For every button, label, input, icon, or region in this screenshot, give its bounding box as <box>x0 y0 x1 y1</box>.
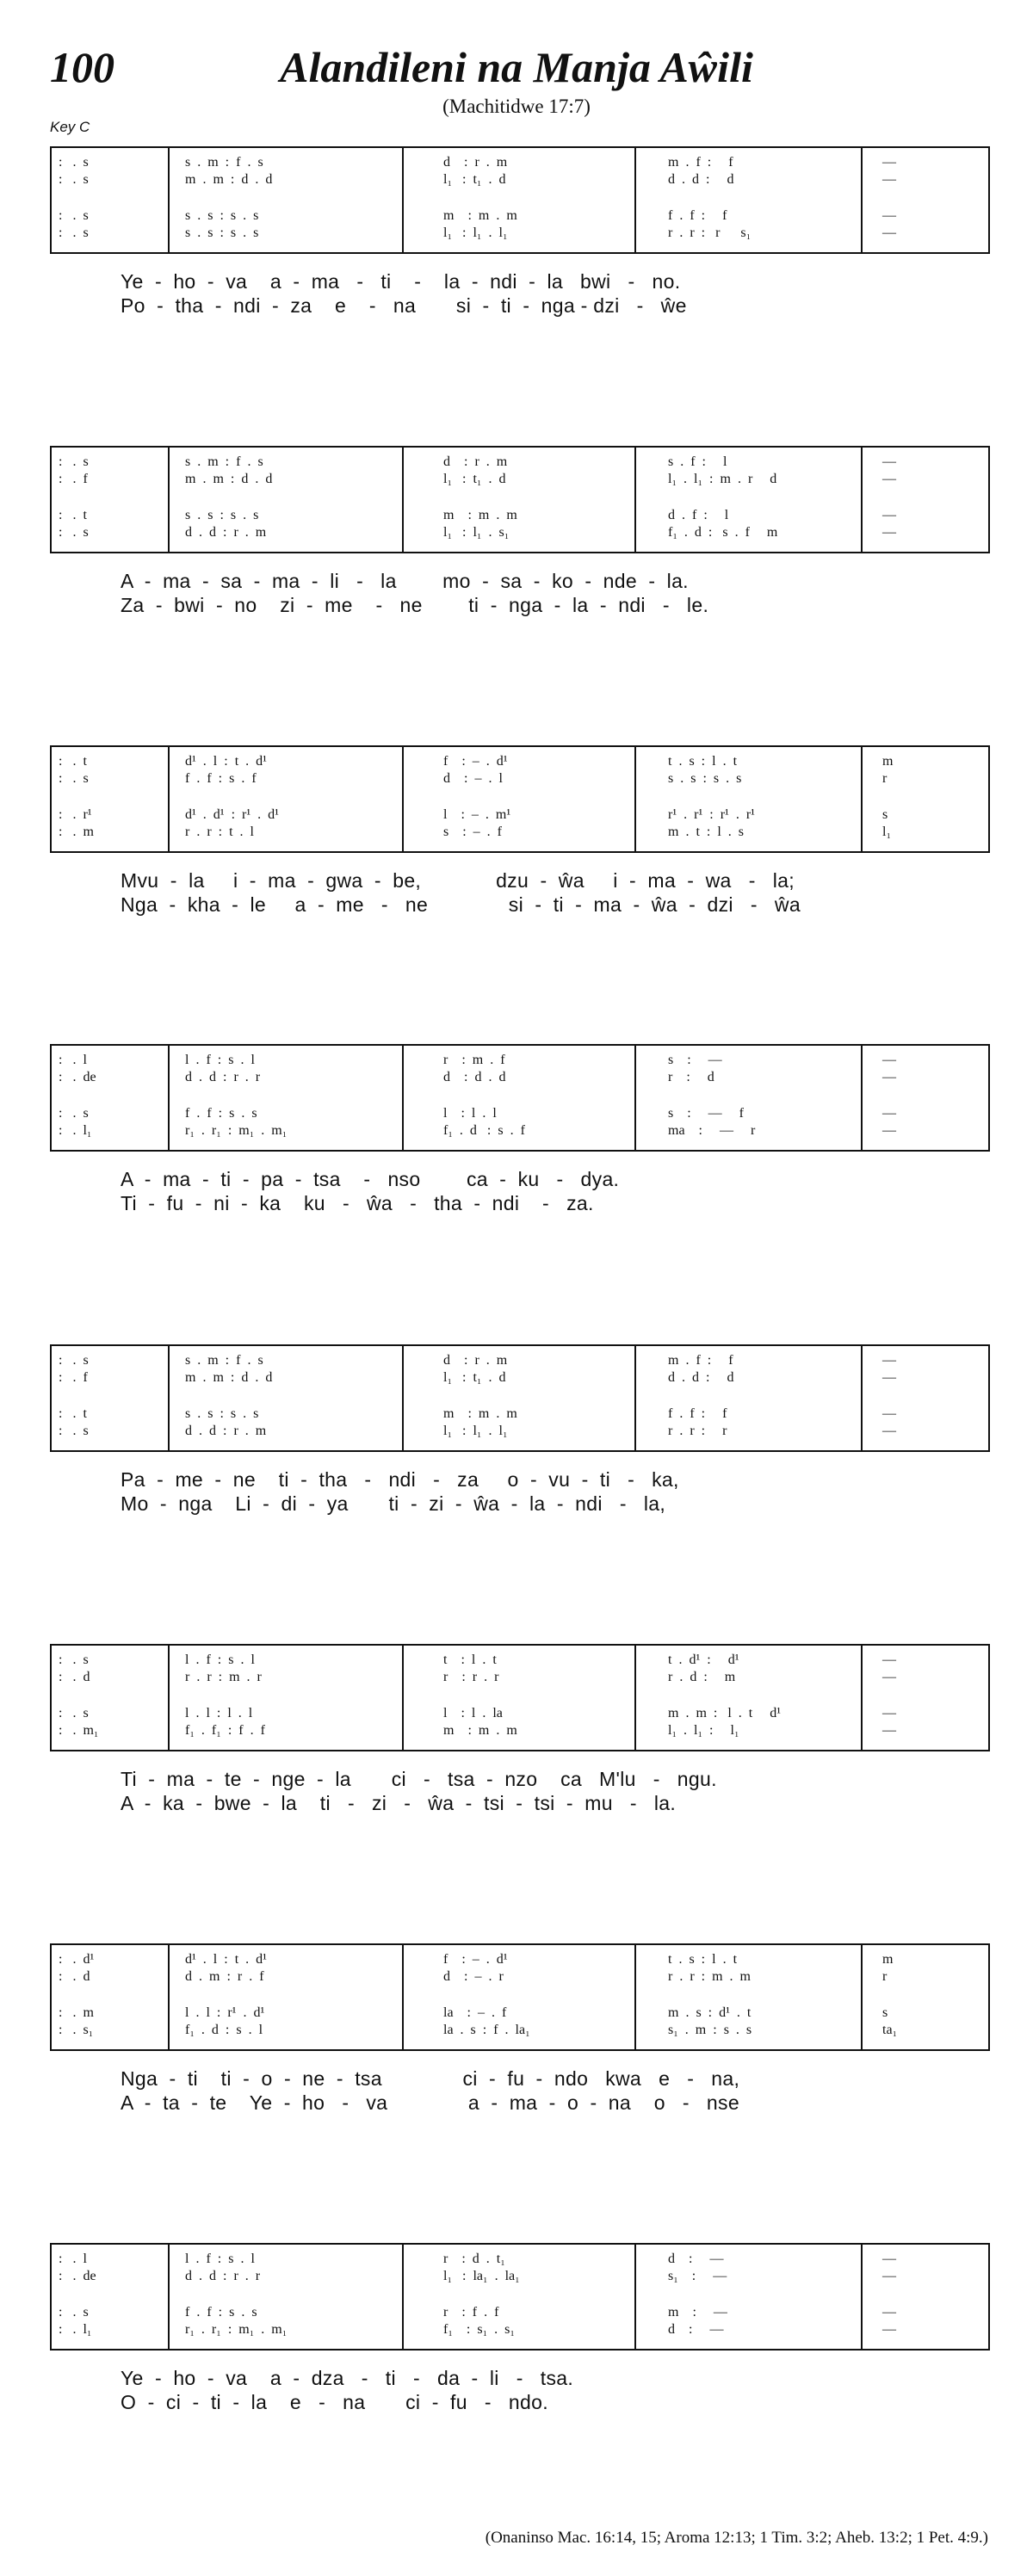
measure-notes: : . l₁ <box>59 1123 92 1138</box>
music-system <box>50 1644 990 1815</box>
measure-notes: l₁ : t₁ . d <box>443 172 506 187</box>
voice-row <box>52 2023 988 2038</box>
measure-notes: s . m : f . s <box>185 454 263 469</box>
measure-notes: : . t <box>59 754 87 769</box>
staff-box <box>50 2243 990 2351</box>
lyric-line: Nga - ti ti - o - ne - tsa ci - fu - ndo kwa e - na, <box>121 2067 740 2090</box>
measure-notes: d . f : l <box>668 508 729 522</box>
lyric-line: Pa - me - ne ti - tha - ndi - za o - vu - ti - ka, <box>121 1468 679 1491</box>
hymn-number: 100 <box>50 43 114 91</box>
measure-notes: — <box>882 1706 896 1720</box>
voice-row <box>52 2305 988 2320</box>
staff-box <box>50 146 990 254</box>
measure-notes: s . s : s . s <box>185 208 259 223</box>
voice-row <box>52 1723 988 1739</box>
music-system <box>50 1044 990 1215</box>
voice-row <box>52 1424 988 1439</box>
staff-box <box>50 1644 990 1751</box>
measure-notes: m . f : f <box>668 1353 733 1368</box>
voice-row <box>52 2269 988 2284</box>
measure-notes: m . m : d . d <box>185 1370 273 1385</box>
measure-notes: l₁ : l₁ . l₁ <box>443 225 508 240</box>
lyric-line: A - ma - ti - pa - tsa - nso ca - ku - dya. <box>121 1168 620 1190</box>
voice-row <box>52 1670 988 1685</box>
voice-row <box>52 172 988 188</box>
measure-notes: l₁ . l₁ : l₁ <box>668 1723 739 1738</box>
measure-notes: — <box>882 1652 896 1667</box>
measure-notes: f₁ . f₁ : f . f <box>185 1723 265 1738</box>
voice-row <box>52 1969 988 1985</box>
measure-notes: m . m : l . t d¹ <box>668 1706 782 1720</box>
measure-notes: s : — <box>668 1053 722 1067</box>
measure-notes: m : m . m <box>443 208 517 223</box>
voice-row <box>52 2252 988 2267</box>
lyric-line: Ye - ho - va a - dza - ti - da - li - tsa. <box>121 2367 574 2389</box>
measure-notes: : . s <box>59 2305 89 2320</box>
measure-notes: d : r . m <box>443 454 508 469</box>
lyrics-block <box>50 269 990 318</box>
measure-notes: : . l <box>59 1053 87 1067</box>
measure-notes: s . m : f . s <box>185 155 263 170</box>
measure-notes: : . s <box>59 525 89 540</box>
lyrics-block <box>50 2366 990 2414</box>
measure-notes: r₁ . r₁ : m₁ . m₁ <box>185 2322 288 2337</box>
measure-notes: l : l . l <box>443 1106 497 1121</box>
measure-notes: d . d : r . r <box>185 1070 261 1084</box>
voice-row <box>52 1952 988 1968</box>
measure-notes: m : m . m <box>443 1723 517 1738</box>
measure-notes: — <box>882 2252 896 2266</box>
measure-notes: d : – . l <box>443 771 503 786</box>
measure-notes: d : — <box>668 2252 724 2266</box>
measure-notes: — <box>882 1070 896 1084</box>
measure-notes: : . m₁ <box>59 1723 99 1738</box>
measure-notes: r . r : r s₁ <box>668 225 752 240</box>
measure-notes: : . m <box>59 825 94 839</box>
measure-notes: : . f <box>59 472 88 486</box>
lyric-line: A - ma - sa - ma - li - la mo - sa - ko - nde - la. <box>121 570 689 592</box>
measure-notes: — <box>882 1406 896 1421</box>
measure-notes: r₁ . r₁ : m₁ . m₁ <box>185 1123 288 1138</box>
measure-notes: : . s <box>59 1652 89 1667</box>
hymn-title: Alandileni na Manja Aŵili <box>280 43 753 91</box>
lyrics-block <box>50 2066 990 2115</box>
measure-notes: m . t : l . s <box>668 825 745 839</box>
lyric-line: Ti - ma - te - nge - la ci - tsa - nzo ca M'lu - ngu. <box>121 1768 717 1790</box>
measure-notes: l₁ . l₁ : m . r d <box>668 472 777 486</box>
measure-notes: ta₁ <box>882 2023 898 2037</box>
measure-notes: — <box>882 1353 896 1368</box>
measure-notes: — <box>882 1670 896 1684</box>
measure-notes: : . t <box>59 1406 87 1421</box>
measure-notes: : . s <box>59 771 89 786</box>
measure-notes: l₁ : t₁ . d <box>443 1370 506 1385</box>
voice-row <box>52 472 988 487</box>
measure-notes: : . de <box>59 1070 96 1084</box>
measure-notes: s . s : s . s <box>185 508 259 522</box>
lyrics-block <box>50 569 990 617</box>
lyric-line: A - ta - te Ye - ho - va a - ma - o - na o - nse <box>121 2091 739 2114</box>
measure-notes: : . s₁ <box>59 2023 94 2037</box>
measure-notes: l . f : s . l <box>185 2252 255 2266</box>
measure-notes: m : m . m <box>443 1406 517 1421</box>
measure-notes: l₁ <box>882 825 892 839</box>
measure-notes: d . d : r . m <box>185 1424 267 1438</box>
voice-row <box>52 454 988 470</box>
measure-notes: — <box>882 1424 896 1438</box>
measure-notes: m . m : d . d <box>185 472 273 486</box>
measure-notes: — <box>882 1053 896 1067</box>
measure-notes: s . s : s . s <box>185 225 259 240</box>
measure-notes: — <box>882 508 896 522</box>
measure-notes: r . r : m . m <box>668 1969 751 1984</box>
measure-notes: f . f : s . s <box>185 2305 257 2320</box>
measure-notes: f . f : s . f <box>185 771 257 786</box>
measure-notes: d¹ . d¹ : r¹ . d¹ <box>185 807 279 822</box>
measure-notes: d . d : r . r <box>185 2269 261 2283</box>
measure-notes: d : r . m <box>443 155 508 170</box>
measure-notes: r <box>882 771 888 786</box>
measure-notes: : . d <box>59 1969 90 1984</box>
measure-notes: l . l : r¹ . d¹ <box>185 2005 265 2020</box>
measure-notes: s : — f <box>668 1106 744 1121</box>
hymn-subtitle: (Machitidwe 17:7) <box>442 96 591 117</box>
measure-notes: d : d . d <box>443 1070 506 1084</box>
voice-row <box>52 1123 988 1139</box>
measure-notes: : . d¹ <box>59 1952 95 1967</box>
voice-row <box>52 1406 988 1422</box>
voice-row <box>52 1353 988 1368</box>
measure-notes: — <box>882 225 896 240</box>
voice-row <box>52 2005 988 2021</box>
measure-notes: d . d : r . m <box>185 525 267 540</box>
lyric-line: O - ci - ti - la e - na ci - fu - ndo. <box>121 2391 548 2413</box>
measure-notes: m : m . m <box>443 508 517 522</box>
measure-notes: l . f : s . l <box>185 1053 255 1067</box>
lyric-line: A - ka - bwe - la ti - zi - ŵa - tsi - tsi - mu - la. <box>121 1792 677 1814</box>
measure-notes: f . f : s . s <box>185 1106 257 1121</box>
measure-notes: t . d¹ : d¹ <box>668 1652 739 1667</box>
voice-row <box>52 1370 988 1386</box>
voice-row <box>52 825 988 840</box>
measure-notes: r . r : m . r <box>185 1670 262 1684</box>
voice-row <box>52 771 988 787</box>
measure-notes: d : r . m <box>443 1353 508 1368</box>
measure-notes: : . t <box>59 508 87 522</box>
measure-notes: t : l . t <box>443 1652 497 1667</box>
measure-notes: s₁ : — <box>668 2269 727 2283</box>
measure-notes: — <box>882 1723 896 1738</box>
measure-notes: : . r¹ <box>59 807 92 822</box>
lyrics-block <box>50 868 990 917</box>
measure-notes: : . m <box>59 2005 94 2020</box>
measure-notes: f : – . d¹ <box>443 754 508 769</box>
measure-notes: r . r : r <box>668 1424 727 1438</box>
measure-notes: r . r : t . l <box>185 825 254 839</box>
measure-notes: : . s <box>59 454 89 469</box>
measure-notes: l : l . la <box>443 1706 503 1720</box>
lyric-line: Ti - fu - ni - ka ku - ŵa - tha - ndi - za. <box>121 1192 594 1214</box>
measure-notes: m : — <box>668 2305 727 2320</box>
measure-notes: m <box>882 1952 894 1967</box>
lyric-line: Za - bwi - no zi - me - ne ti - nga - la - ndi - le. <box>121 594 709 616</box>
measure-notes: t . s : l . t <box>668 754 738 769</box>
staff-box <box>50 745 990 853</box>
lyrics-block <box>50 1467 990 1516</box>
measure-notes: ma : — r <box>668 1123 756 1138</box>
measure-notes: s . f : l <box>668 454 727 469</box>
measure-notes: s . s : s . s <box>185 1406 259 1421</box>
measure-notes: l₁ : l₁ . l₁ <box>443 1424 508 1438</box>
staff-box <box>50 1044 990 1152</box>
measure-notes: r : r . r <box>443 1670 499 1684</box>
measure-notes: — <box>882 525 896 540</box>
measure-notes: s₁ . m : s . s <box>668 2023 752 2037</box>
measure-notes: f₁ . d : s . f m <box>668 525 778 540</box>
measure-notes: m . m : d . d <box>185 172 273 187</box>
measure-notes: d . m : r . f <box>185 1969 264 1984</box>
measure-notes: l . l : l . l <box>185 1706 253 1720</box>
voice-row <box>52 807 988 823</box>
measure-notes: : . s <box>59 1353 89 1368</box>
measure-notes: d¹ . l : t . d¹ <box>185 754 267 769</box>
lyric-line: Po - tha - ndi - za e - na si - ti - nga - dzi - ŵe <box>121 294 687 317</box>
music-system <box>50 446 990 617</box>
measure-notes: l : – . m¹ <box>443 807 511 822</box>
measure-notes: l₁ : la₁ . la₁ <box>443 2269 520 2283</box>
voice-row <box>52 754 988 769</box>
music-system <box>50 1344 990 1516</box>
measure-notes: s : – . f <box>443 825 502 839</box>
measure-notes: d . d : d <box>668 172 734 187</box>
key-signature: Key C <box>50 119 90 135</box>
scripture-references: (Onaninso Mac. 16:14, 15; Aroma 12:13; 1 Tim. 3:2; Aheb. 13:2; 1 Pet. 4:9.) <box>485 2529 988 2547</box>
measure-notes: — <box>882 208 896 223</box>
measure-notes: : . s <box>59 1706 89 1720</box>
measure-notes: r . d : m <box>668 1670 736 1684</box>
voice-row <box>52 1652 988 1668</box>
measure-notes: — <box>882 454 896 469</box>
voice-row <box>52 1106 988 1121</box>
measure-notes: s <box>882 807 888 822</box>
voice-row <box>52 225 988 241</box>
measure-notes: : . s <box>59 172 89 187</box>
measure-notes: f . f : f <box>668 208 727 223</box>
measure-notes: : . s <box>59 225 89 240</box>
measure-notes: — <box>882 2322 896 2337</box>
measure-notes: l₁ : l₁ . s₁ <box>443 525 510 540</box>
lyric-line: Nga - kha - le a - me - ne si - ti - ma - ŵa - dzi - ŵa <box>121 893 801 916</box>
measure-notes: r <box>882 1969 888 1984</box>
measure-notes: : . f <box>59 1370 88 1385</box>
music-system <box>50 146 990 318</box>
measure-notes: : . d <box>59 1670 90 1684</box>
measure-notes: — <box>882 2269 896 2283</box>
measure-notes: : . s <box>59 1424 89 1438</box>
voice-row <box>52 1053 988 1068</box>
measure-notes: : . l <box>59 2252 87 2266</box>
measure-notes: — <box>882 1106 896 1121</box>
voice-row <box>52 508 988 523</box>
lyric-line: Mvu - la i - ma - gwa - be, dzu - ŵa i - ma - wa - la; <box>121 869 795 892</box>
measure-notes: f₁ . d : s . l <box>185 2023 263 2037</box>
measure-notes: — <box>882 472 896 486</box>
measure-notes: la . s : f . la₁ <box>443 2023 530 2037</box>
measure-notes: : . s <box>59 1106 89 1121</box>
measure-notes: d : – . r <box>443 1969 504 1984</box>
measure-notes: : . s <box>59 155 89 170</box>
measure-notes: d : — <box>668 2322 724 2337</box>
measure-notes: f₁ . d : s . f <box>443 1123 525 1138</box>
measure-notes: d . d : d <box>668 1370 734 1385</box>
voice-row <box>52 1706 988 1721</box>
measure-notes: l₁ : t₁ . d <box>443 472 506 486</box>
measure-notes: f₁ : s₁ . s₁ <box>443 2322 515 2337</box>
measure-notes: — <box>882 172 896 187</box>
voice-row <box>52 208 988 224</box>
music-system <box>50 745 990 917</box>
voice-row <box>52 525 988 541</box>
measure-notes: s . m : f . s <box>185 1353 263 1368</box>
measure-notes: f . f : f <box>668 1406 727 1421</box>
staff-box <box>50 446 990 553</box>
measure-notes: : . s <box>59 208 89 223</box>
measure-notes: r¹ . r¹ : r¹ . r¹ <box>668 807 755 822</box>
measure-notes: — <box>882 2305 896 2320</box>
measure-notes: r : d <box>668 1070 714 1084</box>
measure-notes: la : – . f <box>443 2005 507 2020</box>
music-system <box>50 2243 990 2414</box>
measure-notes: m . f : f <box>668 155 733 170</box>
measure-notes: l . f : s . l <box>185 1652 255 1667</box>
measure-notes: s <box>882 2005 888 2020</box>
measure-notes: : . l₁ <box>59 2322 92 2337</box>
measure-notes: — <box>882 1370 896 1385</box>
measure-notes: m . s : d¹ . t <box>668 2005 752 2020</box>
measure-notes: f : – . d¹ <box>443 1952 508 1967</box>
measure-notes: — <box>882 155 896 170</box>
measure-notes: r : f . f <box>443 2305 499 2320</box>
staff-box <box>50 1344 990 1452</box>
measure-notes: : . de <box>59 2269 96 2283</box>
lyrics-block <box>50 1767 990 1815</box>
measure-notes: — <box>882 1123 896 1138</box>
lyric-line: Ye - ho - va a - ma - ti - la - ndi - la bwi - no. <box>121 270 681 293</box>
measure-notes: s . s : s . s <box>668 771 742 786</box>
measure-notes: m <box>882 754 894 769</box>
measure-notes: d¹ . l : t . d¹ <box>185 1952 267 1967</box>
voice-row <box>52 155 988 170</box>
measure-notes: r : d . t₁ <box>443 2252 505 2266</box>
music-system <box>50 1943 990 2115</box>
staff-box <box>50 1943 990 2051</box>
voice-row <box>52 1070 988 1085</box>
voice-row <box>52 2322 988 2338</box>
measure-notes: t . s : l . t <box>668 1952 738 1967</box>
measure-notes: r : m . f <box>443 1053 505 1067</box>
lyrics-block <box>50 1167 990 1215</box>
lyric-line: Mo - nga Li - di - ya ti - zi - ŵa - la - ndi - la, <box>121 1492 666 1515</box>
